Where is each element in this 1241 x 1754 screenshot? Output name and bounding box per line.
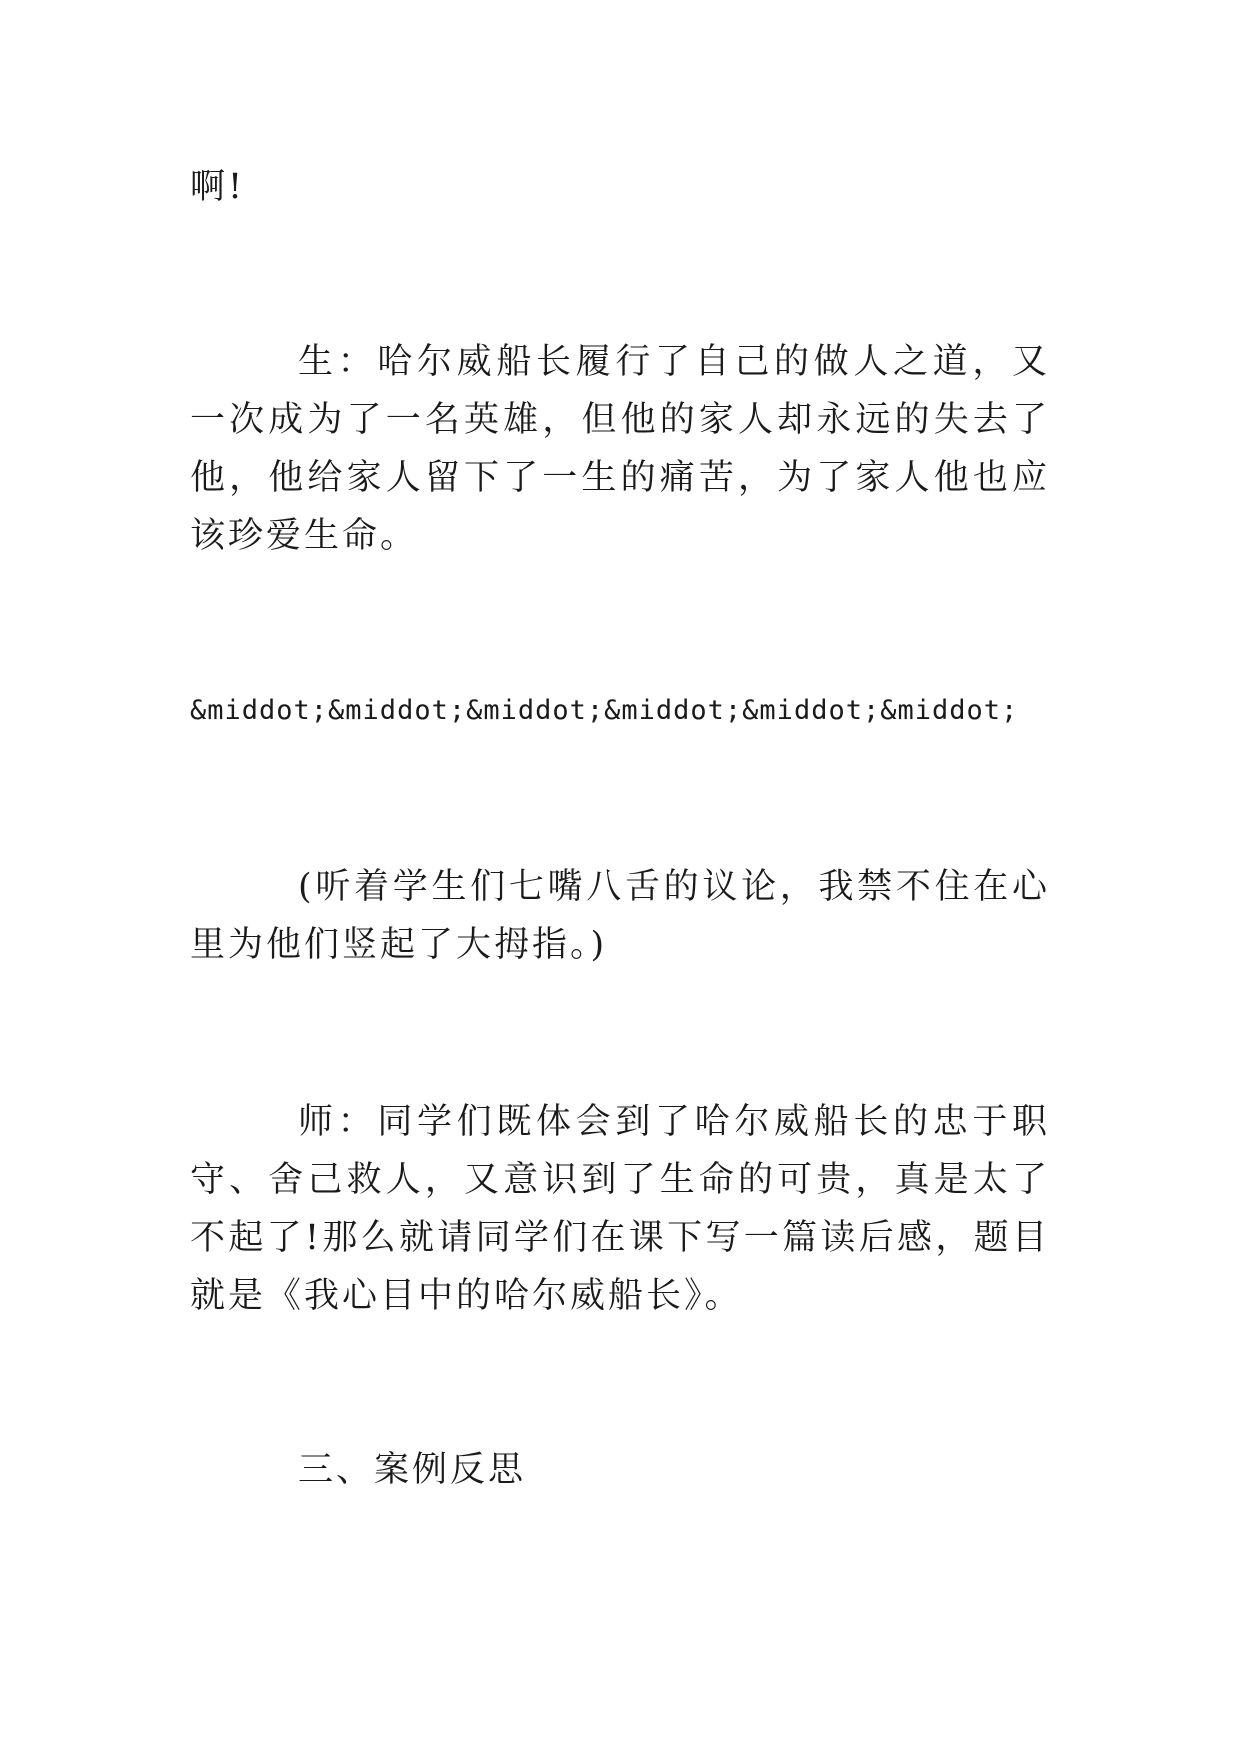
paragraph-continuation: 啊! bbox=[190, 167, 246, 207]
paragraph-student-response: 生：哈尔威船长履行了自己的做人之道，又一次成为了一名英雄，但他的家人却永远的失去了他，他给家人留下了一生的痛苦，为了家人他也应该珍爱生命。 bbox=[190, 342, 1050, 556]
paragraph-narration: (听着学生们七嘴八舌的议论，我禁不住在心里为他们竖起了大拇指。) bbox=[190, 867, 1050, 965]
section-heading: 三、案例反思 bbox=[298, 1450, 527, 1490]
paragraph-teacher-remark: 师：同学们既体会到了哈尔威船长的忠于职守、舍己救人，又意识到了生命的可贵，真是太了不起了!那么就请同学们在课下写一篇读后感，题目就是《我心目中的哈尔威船长》。 bbox=[190, 1102, 1050, 1316]
paragraph-ellipsis: &middot;&middot;&middot;&middot;&middot;&middot; bbox=[190, 695, 1019, 726]
